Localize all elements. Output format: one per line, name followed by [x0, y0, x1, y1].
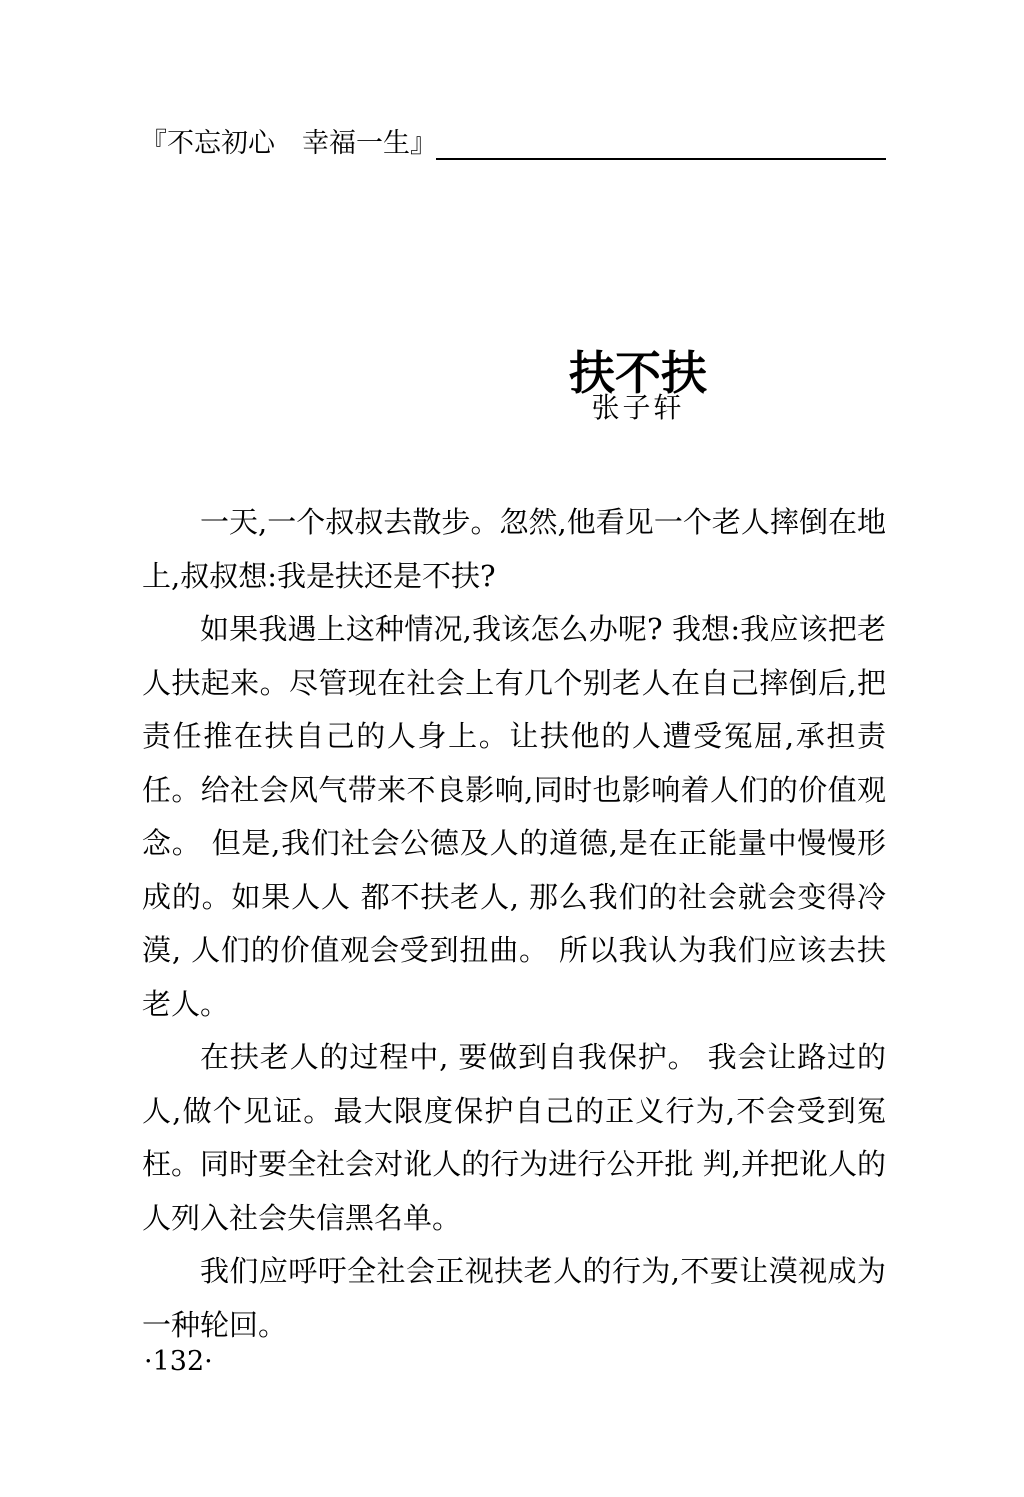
paragraph: 如果我遇上这种情况,我该怎么办呢? 我想:我应该把老人扶起来。尽管现在社会上有几个别老人在自己摔倒后,把责任推在扶自己的人身上。让扶他的人遭受冤屈,承担责任。给社会风气带来不良影响,同时也影响着人们的价值观念。 但是,我们社会公德及人的道德,是在正能量中慢慢形成的。如果人人 都不扶老人, 那么我们的社会就会变得冷漠, 人们的价值观会受到扭曲。 所以我认为我们应该去扶老人。 [142, 612, 886, 1021]
header-rule [436, 158, 886, 160]
running-header-title: 『不忘初心 幸福一生』 [140, 128, 437, 159]
article-author: 张子轩 [591, 391, 685, 424]
paragraph: 在扶老人的过程中, 要做到自我保护。 我会让路过的人,做个见证。最大限度保护自己的正义行为,不会受到冤枉。同时要全社会对讹人的行为进行公开批 判,并把讹人的人列入社会失信黑名单。 [142, 1040, 886, 1235]
paragraph: 我们应呼吁全社会正视扶老人的行为,不要让漠视成为一种轮回。 [142, 1254, 886, 1342]
article-title: 扶不扶 [569, 345, 707, 400]
page-number: ·132· [144, 1346, 213, 1377]
article-body [142, 496, 886, 1352]
running-header [140, 126, 886, 162]
paragraph: 一天,一个叔叔去散步。忽然,他看见一个老人摔倒在地上,叔叔想:我是扶还是不扶? [142, 505, 886, 593]
